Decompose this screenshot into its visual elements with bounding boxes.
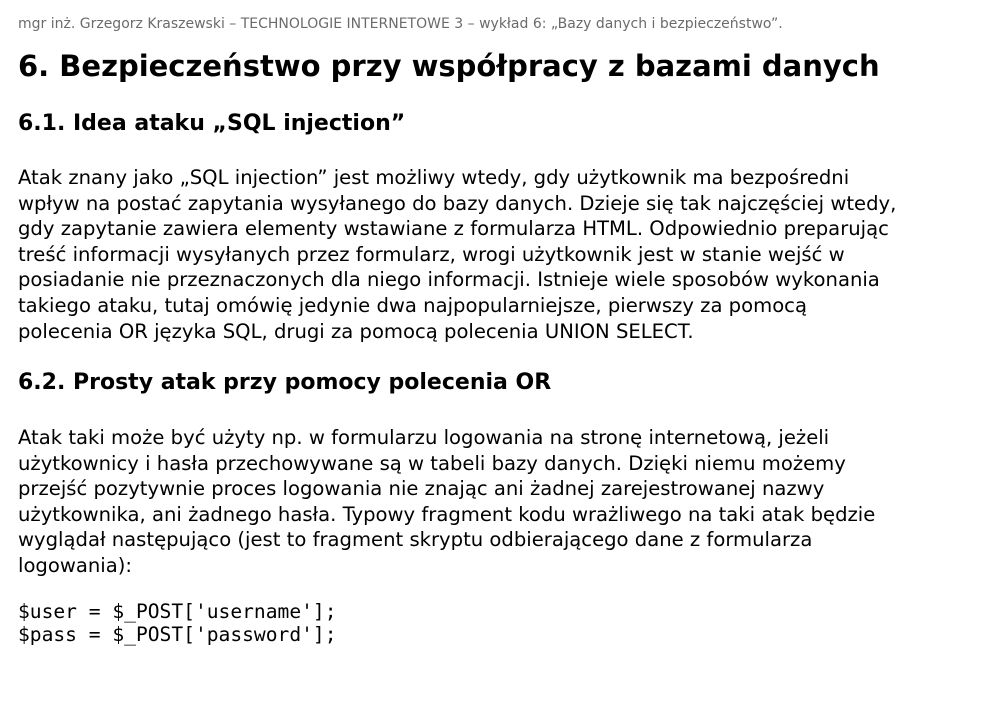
paragraph-line: przejść pozytywnie proces logowania nie znając ani żadnej zarejestrowanej nazwy xyxy=(18,477,825,501)
paragraph-line: gdy zapytanie zawiera elementy wstawiane z formularza HTML. Odpowiednio preparując xyxy=(18,217,889,241)
paragraph-line: wyglądał następująco (jest to fragment skryptu odbierającego dane z formularza xyxy=(18,528,813,552)
paragraph-sql-injection xyxy=(18,165,896,344)
section-heading-sql-injection: 6.1. Idea ataku „SQL injection” xyxy=(18,111,406,136)
code-snippet xyxy=(18,600,337,646)
paragraph-line: takiego ataku, tutaj omówię jedynie dwa najpopularniejsze, pierwszy za pomocą xyxy=(18,293,807,317)
paragraph-line: wpływ na postać zapytania wysyłanego do bazy danych. Dzieje się tak najczęściej wtedy, xyxy=(18,191,897,215)
paragraph-line: posiadanie nie przeznaczonych dla niego informacji. Istnieje wiele sposobów wykonania xyxy=(18,268,880,292)
paragraph-line: logowania): xyxy=(18,553,133,577)
paragraph-line: użytkownika, ani żadnego hasła. Typowy fragment kodu wrażliwego na taki atak będzie xyxy=(18,502,876,526)
paragraph-line: treść informacji wysyłanych przez formularz, wrogi użytkownik jest w stanie wejść w xyxy=(18,242,845,266)
paragraph-line: Atak znany jako „SQL injection” jest możliwy wtedy, gdy użytkownik ma bezpośredni xyxy=(18,166,850,189)
code-line: $pass = $_POST['password']; xyxy=(18,623,337,646)
paragraph-or-attack xyxy=(18,425,875,579)
code-line: $user = $_POST['username']; xyxy=(18,600,337,623)
paragraph-line: użytkownicy i hasła przechowywane są w tabeli bazy danych. Dzięki niemu możemy xyxy=(18,451,846,475)
chapter-title: 6. Bezpieczeństwo przy współpracy z bazami danych xyxy=(18,49,880,83)
paragraph-line: Atak taki może być użyty np. w formularzu logowania na stronę internetową, jeżeli xyxy=(18,426,830,449)
running-header: mgr inż. Grzegorz Kraszewski – TECHNOLOGIE INTERNETOWE 3 – wykład 6: „Bazy danych i bezpieczeństwo”. xyxy=(18,16,783,32)
paragraph-line: polecenia OR języka SQL, drugi za pomocą polecenia UNION SELECT. xyxy=(18,319,694,343)
section-heading-or-attack: 6.2. Prosty atak przy pomocy polecenia OR xyxy=(18,370,552,395)
